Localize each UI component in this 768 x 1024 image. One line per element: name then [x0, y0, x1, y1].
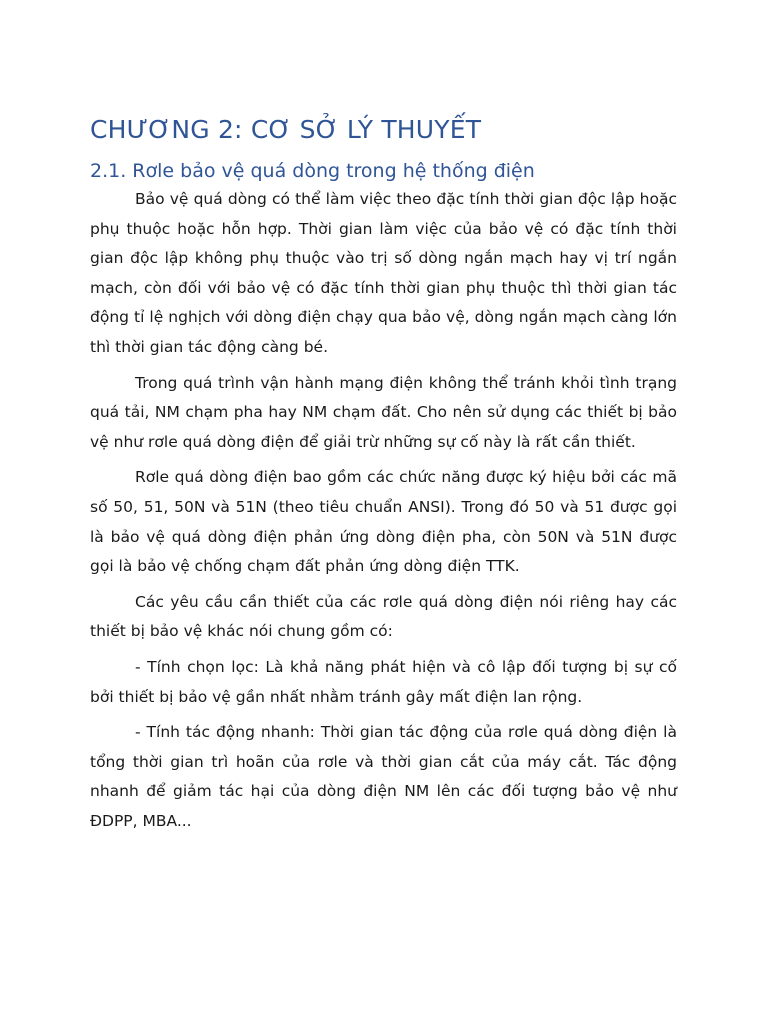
- paragraph-fast-operation: - Tính tác động nhanh: Thời gian tác động của rơle quá dòng điện là tổng thời gian trì hoãn của rơle và thời gian cắt của máy cắt. Tác động nhanh để giảm tác hại của dòng điện NM lên các đối tượng bảo vệ như ĐDPP, MBA...: [90, 723, 677, 830]
- document-page: [90, 112, 677, 836]
- paragraph-requirements-intro: Các yêu cầu cần thiết của các rơle quá dòng điện nói riêng hay các thiết bị bảo vệ khác nói chung gồm có:: [90, 592, 677, 641]
- paragraph-operating-conditions: Trong quá trình vận hành mạng điện không thể tránh khỏi tình trạng quá tải, NM chạm pha hay NM chạm đất. Cho nên sử dụng các thiết bị bảo vệ như rơle quá dòng điện để giải trừ những sự cố này là rất cần thiết.: [90, 373, 677, 451]
- section-title: 2.1. Rơle bảo vệ quá dòng trong hệ thống điện: [90, 160, 535, 182]
- chapter-title: CHƯƠNG 2: CƠ SỞ LÝ THUYẾT: [90, 115, 482, 144]
- paragraph-ansi-codes: Rơle quá dòng điện bao gồm các chức năng được ký hiệu bởi các mã số 50, 51, 50N và 51N (theo tiêu chuẩn ANSI). Trong đó 50 và 51 được gọi là bảo vệ quá dòng điện phản ứng dòng điện pha, còn 50N và 51N được gọi là bảo vệ chống chạm đất phản ứng dòng điện TTK.: [90, 468, 677, 576]
- paragraph-selectivity: - Tính chọn lọc: Là khả năng phát hiện và cô lập đối tượng bị sự cố bởi thiết bị bảo vệ gần nhất nhằm tránh gây mất điện lan rộng.: [90, 657, 677, 706]
- paragraph-overcurrent-characteristics: Bảo vệ quá dòng có thể làm việc theo đặc tính thời gian độc lập hoặc phụ thuộc hoặc hỗn hợp. Thời gian làm việc của bảo vệ có đặc tính thời gian độc lập không phụ thuộc vào trị số dòng ngắn mạch hay vị trí ngắn mạch, còn đối với bảo vệ có đặc tính thời gian phụ thuộc thì thời gian tác động tỉ lệ nghịch với dòng điện chạy qua bảo vệ, dòng ngắn mạch càng lớn thì thời gian tác động càng bé.: [90, 190, 677, 356]
